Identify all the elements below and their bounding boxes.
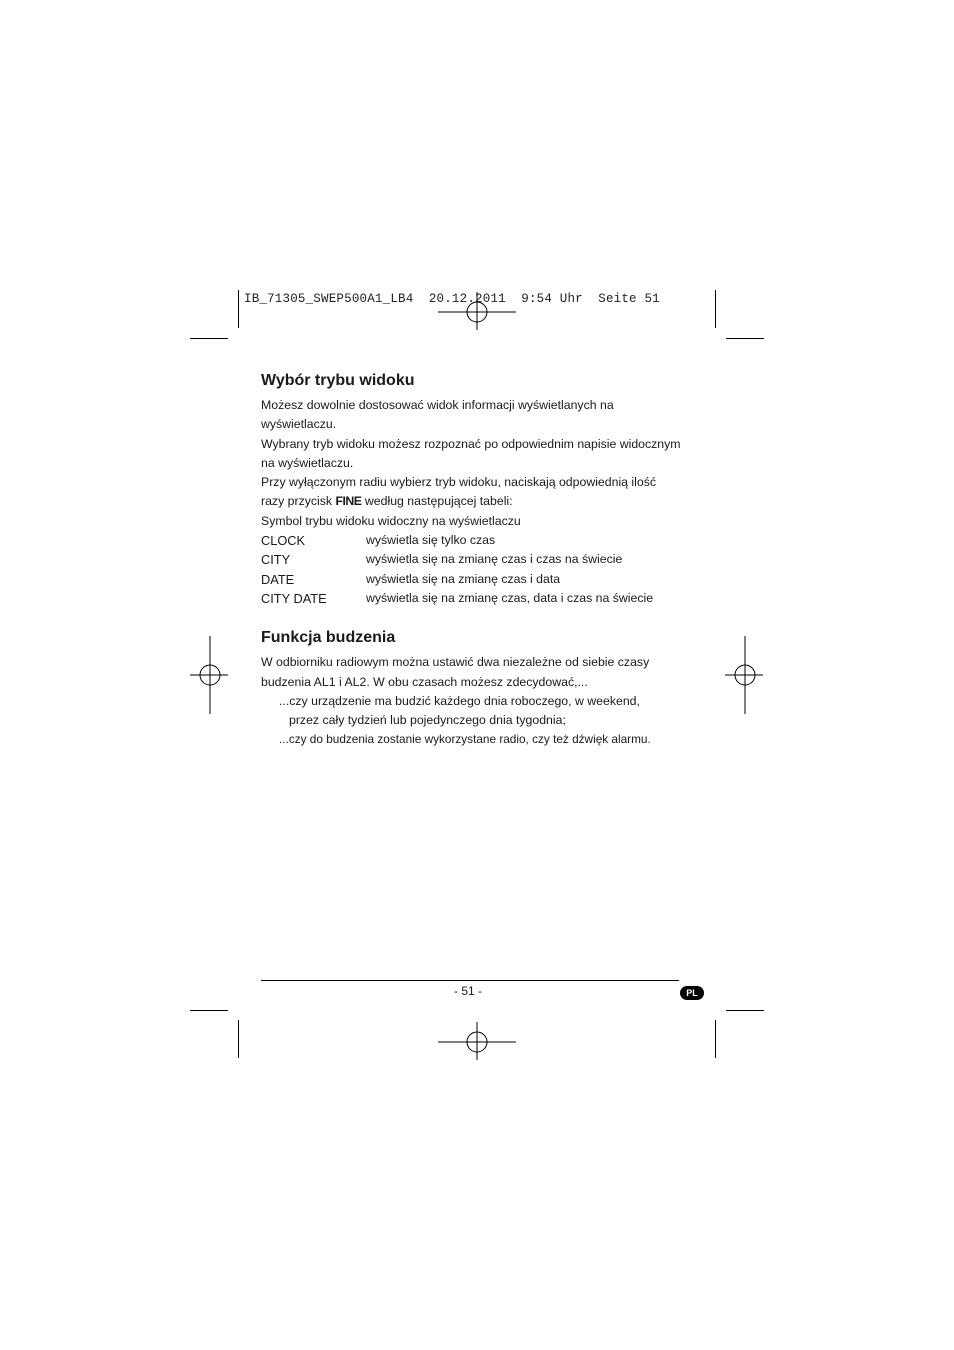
table-row (261, 531, 653, 550)
table-row (261, 589, 653, 608)
page-number: - 51 - (454, 984, 483, 998)
crop-mark (238, 1020, 239, 1058)
alarm-section (261, 627, 681, 749)
paragraph: Możesz dowolnie dostosować widok informacji wyświetlanych na wyświetlaczu. (261, 398, 614, 432)
crop-mark (726, 1010, 764, 1011)
mode-symbol: CITY DATE (261, 590, 327, 606)
registration-mark-top (438, 292, 518, 332)
registration-mark-left (190, 636, 230, 716)
view-mode-table (261, 531, 653, 608)
crop-mark (190, 338, 228, 339)
page-content (261, 370, 681, 750)
print-slug: IB_71305_SWEP500A1_LB4 20.12.2011 9:54 Uhr Seite 51 (244, 292, 660, 306)
mode-symbol: CLOCK (261, 533, 306, 549)
paragraph: Przy wyłączonym radiu wybierz tryb widoku, naciskają odpowiednią ilość razy przycisk FINE według następującej tabeli: (261, 475, 657, 509)
language-badge: PL (680, 986, 704, 1000)
registration-mark-right (725, 636, 765, 716)
mode-description: wyświetla się na zmianę czas i data (366, 571, 561, 586)
crop-mark (715, 290, 716, 328)
paragraph: Wybrany tryb widoku możesz rozpoznać po odpowiednim napisie widocznym na wyświetlaczu. (261, 436, 681, 470)
crop-mark (715, 1020, 716, 1058)
paragraph: W odbiorniku radiowym można ustawić dwa niezależne od siebie czasy budzenia AL1 i AL2. W obu czasach możesz zdecydować,... (261, 655, 650, 689)
list-item-continuation: przez cały tydzień lub pojedynczego dnia tygodnia; (289, 713, 566, 728)
registration-mark-bottom (438, 1022, 518, 1062)
al2-label: AL2 (344, 674, 367, 689)
mode-description: wyświetla się na zmianę czas, data i czas na świecie (366, 590, 654, 605)
table-row (261, 550, 653, 569)
mode-description: wyświetla się na zmianę czas i czas na świecie (366, 552, 623, 567)
fine-button-label: FINE (335, 494, 362, 509)
section-title-alarm: Funkcja budzenia (261, 629, 396, 647)
table-row (261, 570, 653, 589)
mode-symbol: DATE (261, 571, 295, 587)
paragraph: Symbol trybu widoku widoczny na wyświetlaczu (261, 513, 521, 528)
crop-mark (238, 290, 239, 328)
list-item: ...czy do budzenia zostanie wykorzystane radio, czy też dźwięk alarmu. (279, 732, 651, 747)
al1-label: AL1 (313, 674, 336, 689)
mode-symbol: CITY (261, 552, 291, 568)
footer-rule (261, 980, 679, 981)
crop-mark (726, 338, 764, 339)
list-item: ...czy urządzenie ma budzić każdego dnia roboczego, w weekend, (279, 693, 640, 708)
crop-mark (190, 1010, 228, 1011)
mode-description: wyświetla się tylko czas (366, 533, 496, 548)
section-title-view-mode: Wybór trybu widoku (261, 372, 415, 389)
